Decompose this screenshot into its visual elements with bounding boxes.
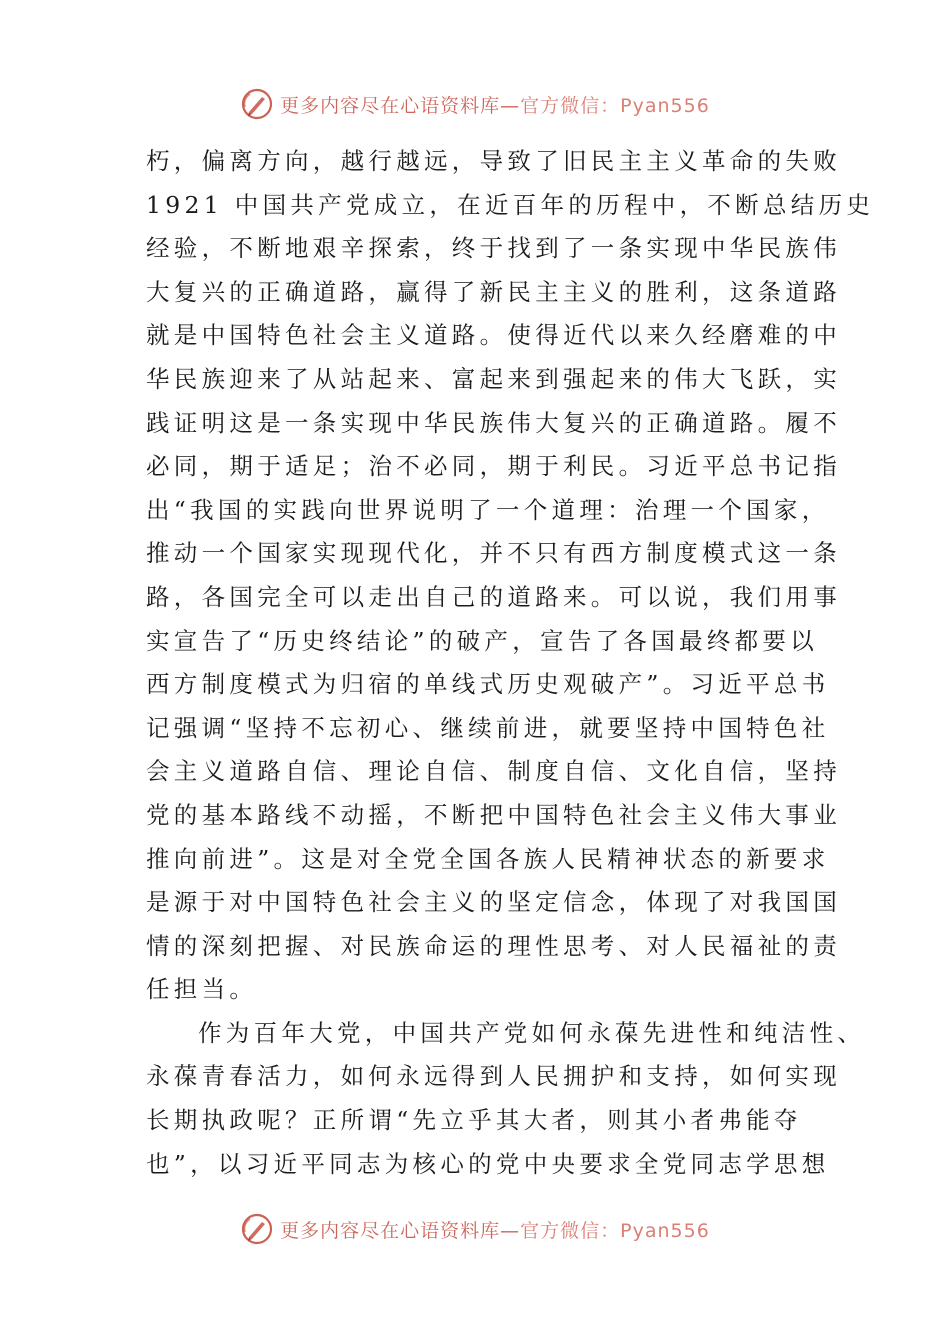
body-line: 路，各国完全可以走出自己的道路来。可以说，我们用事 xyxy=(146,582,841,611)
body-line: 长期执政呢？正所谓“先立乎其大者，则其小者弗能夺 xyxy=(146,1106,802,1135)
pen-circle-logo-icon xyxy=(240,1212,274,1246)
body-line: 践证明这是一条实现中华民族伟大复兴的正确道路。履不 xyxy=(146,408,841,437)
header-banner-text xyxy=(280,91,710,118)
body-line: 永葆青春活力，如何永远得到人民拥护和支持，如何实现 xyxy=(146,1062,841,1091)
pen-circle-logo-icon xyxy=(240,87,274,121)
body-line: 出“我国的实践向世界说明了一个道理：治理一个国家， xyxy=(146,495,830,524)
document-body xyxy=(146,140,875,1186)
body-line: 经验，不断地艰辛探索，终于找到了一条实现中华民族伟 xyxy=(146,234,841,263)
body-line: 任担当。 xyxy=(146,975,258,1004)
body-line: 大复兴的正确道路，赢得了新民主主义的胜利，这条道路 xyxy=(146,277,841,306)
body-line: 推向前进”。这是对全党全国各族人民精神状态的新要求 xyxy=(146,844,830,873)
header-banner-wechat: 官方微信：Pyan556 xyxy=(520,94,710,117)
body-line: 作为百年大党，中国共产党如何永葆先进性和纯洁性、 xyxy=(198,1018,866,1047)
body-line: 西方制度模式为归宿的单线式历史观破产”。习近平总书 xyxy=(146,670,830,699)
footer-banner-main: 更多内容尽在心语资料库— xyxy=(280,1219,521,1242)
body-line: 实宣告了“历史终结论”的破产，宣告了各国最终都要以 xyxy=(146,626,819,655)
body-line: 记强调“坚持不忘初心、继续前进，就要坚持中国特色社 xyxy=(146,713,830,742)
footer-banner xyxy=(0,1207,950,1251)
header-banner-main: 更多内容尽在心语资料库— xyxy=(280,94,521,117)
body-line: 也”，以习近平同志为核心的党中央要求全党同志学思想 xyxy=(146,1149,830,1178)
footer-banner-wechat: 官方微信：Pyan556 xyxy=(520,1219,710,1242)
body-line: 华民族迎来了从站起来、富起来到强起来的伟大飞跃，实 xyxy=(146,364,841,393)
body-line: 情的深刻把握、对民族命运的理性思考、对人民福祉的责 xyxy=(146,931,841,960)
body-line: 1921 中国共产党成立，在近百年的历程中，不断总结历史 xyxy=(146,190,875,219)
body-line: 会主义道路自信、理论自信、制度自信、文化自信，坚持 xyxy=(146,757,841,786)
body-line: 必同，期于适足；治不必同，期于利民。习近平总书记指 xyxy=(146,452,841,481)
body-line: 党的基本路线不动摇，不断把中国特色社会主义伟大事业 xyxy=(146,800,841,829)
body-line: 就是中国特色社会主义道路。使得近代以来久经磨难的中 xyxy=(146,321,841,350)
header-banner xyxy=(0,82,950,126)
body-line: 是源于对中国特色社会主义的坚定信念，体现了对我国国 xyxy=(146,888,841,917)
footer-banner-text xyxy=(280,1216,710,1243)
body-line: 朽，偏离方向，越行越远，导致了旧民主主义革命的失败 xyxy=(146,147,841,175)
body-line: 推动一个国家实现现代化，并不只有西方制度模式这一条 xyxy=(146,539,841,568)
